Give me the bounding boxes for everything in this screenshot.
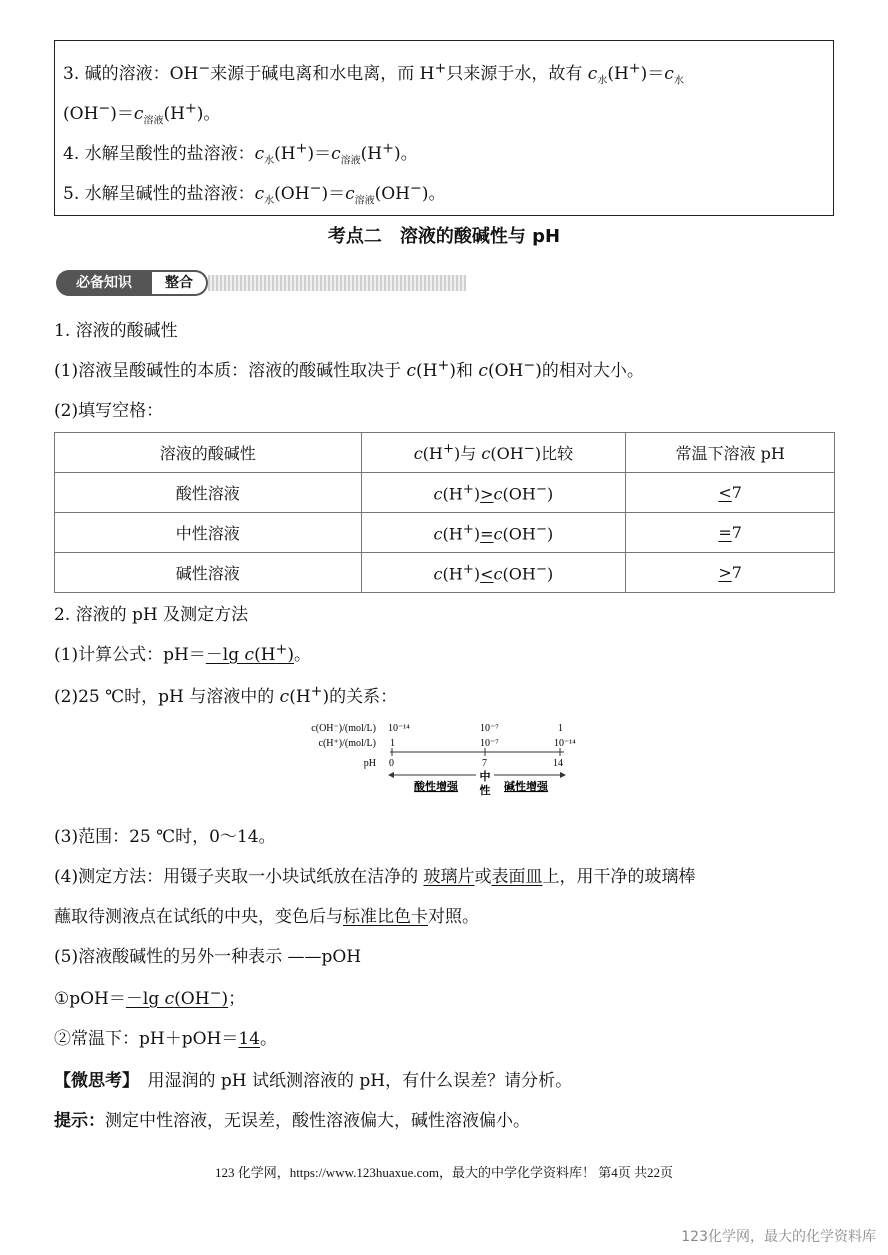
text: 测定中性溶液，无误差，酸性溶液偏大，碱性溶液偏小。 (105, 1111, 530, 1131)
text: (OH (63, 104, 99, 124)
text: (1)计算公式：pH＝ (54, 645, 206, 665)
text: 。 (260, 1029, 277, 1049)
label-ph: pH (363, 758, 376, 769)
ph-val: 7 (482, 758, 487, 769)
ph-val: 14 (553, 758, 563, 769)
text: ①pOH＝ (54, 989, 126, 1009)
s2-p5: (5)溶液酸碱性的另外一种表示 ——pOH (54, 947, 362, 967)
text: )＝ (307, 144, 332, 164)
answer-blank: < (480, 564, 494, 584)
text: 5. 水解呈碱性的盐溶液： (63, 184, 255, 204)
text: (OH (487, 361, 524, 381)
label-oh: c(OH⁻)/(mol/L) (311, 723, 376, 734)
text: )的关系： (322, 687, 398, 707)
text: －lg (125, 989, 165, 1009)
text: (2)25 ℃时，pH 与溶液中的 (54, 687, 280, 707)
row-compare: c(H+)<c(OH−) (361, 553, 626, 593)
page-footer: 123 化学网，https://www.123huaxue.com，最大的中学化学资料库！ 第4页 共22页 (214, 1165, 674, 1180)
sub: 水 (264, 195, 275, 207)
text: )的相对大小。 (535, 361, 644, 381)
text: (H (442, 524, 463, 544)
c-symbol: c (413, 444, 423, 463)
s1-p1 (54, 356, 644, 381)
text: (H (607, 64, 629, 84)
header-cell (361, 433, 626, 473)
c-symbol: c (164, 989, 175, 1009)
text: )＝ (640, 64, 665, 84)
text: 7 (731, 563, 742, 582)
s2-p6 (54, 984, 245, 1009)
s1-heading: 1. 溶液的酸碱性 (54, 321, 178, 341)
text: ②常温下：pH＋pOH＝ (54, 1029, 239, 1049)
text: 上，用干净的玻璃棒 (542, 867, 696, 887)
row-compare: c(H+)=c(OH−) (361, 513, 626, 553)
sup: − (535, 561, 547, 577)
text: (1)溶液呈酸碱性的本质：溶液的酸碱性取决于 (54, 361, 407, 381)
sup: + (462, 561, 474, 577)
sup: − (535, 521, 547, 537)
text: (H (289, 687, 311, 707)
text: 来源于碱电离和水电离，而 H (210, 64, 435, 84)
answer-blank: > (480, 484, 494, 504)
text: (OH (502, 564, 536, 584)
text: (H (360, 144, 383, 164)
text: 蘸取待测液点在试纸的中央，变色后与 (54, 907, 343, 927)
sup: − (309, 180, 322, 197)
sup: + (437, 357, 450, 374)
text: (OH (174, 989, 210, 1009)
sup: − (535, 481, 547, 497)
text: (OH (502, 484, 536, 504)
text: 或 (474, 867, 492, 887)
text: (H (274, 144, 296, 164)
text: 只来源于水，故有 (446, 64, 588, 84)
c-symbol: c (493, 564, 503, 584)
text: )与 (454, 444, 482, 463)
table-header-row (55, 433, 835, 473)
text: )和 (449, 361, 479, 381)
text: －lg (205, 645, 245, 665)
c-symbol: c (433, 524, 443, 544)
arrow-head (388, 772, 394, 778)
box-line-5 (63, 179, 446, 206)
table-row (55, 553, 835, 593)
text: )比较 (534, 444, 574, 463)
sub: 溶液 (354, 195, 375, 207)
text: (H (254, 645, 276, 665)
sub: 水 (264, 155, 275, 167)
text: (OH (490, 444, 524, 463)
box-line-3 (63, 59, 684, 86)
base-label: 碱性增强 (504, 781, 548, 793)
box-line-4 (63, 139, 418, 166)
answer-blank: 表面皿 (491, 867, 543, 887)
text: (OH (274, 184, 310, 204)
c-symbol: c (481, 444, 491, 463)
row-name: 酸性溶液 (55, 473, 362, 513)
text: )＝ (321, 184, 346, 204)
row-ph (626, 553, 835, 593)
h-val: 10⁻⁷ (480, 738, 499, 749)
c-symbol: c (254, 184, 265, 204)
s1-p2: (2)填写空格： (54, 401, 164, 421)
header-cell: 溶液的酸碱性 (55, 433, 362, 473)
watermark: 123化学网，最大的化学资料库 (681, 1229, 876, 1245)
c-symbol: c (493, 484, 503, 504)
text: 7 (731, 523, 742, 542)
sup: + (628, 60, 641, 77)
banner-right: 整合 (152, 270, 208, 296)
hint-label: 提示： (54, 1111, 105, 1131)
c-symbol: c (587, 64, 598, 84)
header-cell: 常温下溶液 pH (626, 433, 835, 473)
sub: 水 (673, 75, 684, 87)
sup: + (184, 100, 197, 117)
banner-left: 必备知识 (56, 270, 152, 296)
c-symbol: c (493, 524, 503, 544)
formula-blank (205, 641, 295, 665)
s2-p2 (54, 682, 397, 707)
table-row (55, 473, 835, 513)
text: (4)测定方法：用镊子夹取一小块试纸放在洁净的 (54, 867, 424, 887)
formula-blank (125, 985, 229, 1009)
text: 用湿润的 pH 试纸测溶液的 pH，有什么误差？请分析。 (130, 1071, 573, 1091)
c-symbol: c (331, 144, 341, 164)
c-symbol: c (433, 484, 443, 504)
text: (H (442, 484, 463, 504)
text: 3. 碱的溶液：OH (63, 64, 199, 84)
oh-val: 10⁻⁷ (480, 723, 499, 734)
c-symbol: c (279, 687, 290, 707)
c-symbol: c (345, 184, 355, 204)
answer-blank: = (718, 523, 732, 542)
c-symbol: c (244, 645, 255, 665)
banner-stripes (208, 275, 466, 291)
acid-label: 酸性增强 (414, 781, 458, 793)
oh-val: 1 (558, 723, 563, 734)
h-val: 1 (390, 738, 395, 749)
c-symbol: c (406, 361, 417, 381)
sup: + (310, 683, 323, 700)
sup: − (198, 60, 211, 77)
think-question (54, 1066, 572, 1091)
sub: 溶液 (143, 115, 164, 127)
c-symbol: c (133, 104, 144, 124)
s2-heading: 2. 溶液的 pH 及测定方法 (54, 605, 249, 625)
text: ； (228, 989, 246, 1009)
table-row (55, 513, 835, 553)
answer-blank: > (718, 563, 732, 582)
text: (H (422, 444, 443, 463)
text: (H (416, 361, 438, 381)
answer-blank: < (718, 483, 732, 502)
sup: + (462, 481, 474, 497)
previous-section-box (54, 40, 834, 216)
row-name: 中性溶液 (55, 513, 362, 553)
text: (H (163, 104, 185, 124)
text: ) (221, 989, 229, 1009)
sup: − (523, 357, 536, 374)
sub: 水 (597, 75, 608, 87)
row-ph (626, 513, 835, 553)
arrow-head (560, 772, 566, 778)
row-compare: c(H+)>c(OH−) (361, 473, 626, 513)
sup: + (295, 140, 308, 157)
sup: − (209, 985, 222, 1002)
text: (OH (502, 524, 536, 544)
sup: + (275, 641, 288, 658)
s2-p7 (54, 1024, 277, 1049)
text: )。 (421, 184, 446, 204)
text: 对照。 (428, 907, 479, 927)
text: (H (442, 564, 463, 584)
s2-p1 (54, 640, 311, 665)
acidity-table (54, 432, 835, 593)
box-line-3b (63, 99, 220, 126)
sup: + (462, 521, 474, 537)
s2-p4 (54, 862, 695, 887)
oh-val: 10⁻¹⁴ (388, 723, 410, 734)
c-symbol: c (664, 64, 674, 84)
s2-p4b (54, 902, 479, 927)
think-label: 【微思考】 (54, 1071, 131, 1091)
neutral-label-1: 中 (479, 771, 491, 783)
label-h: c(H⁺)/(mol/L) (318, 738, 376, 749)
sup: − (98, 100, 111, 117)
neutral-label-2: 性 (479, 785, 491, 797)
h-val: 10⁻¹⁴ (554, 738, 576, 749)
row-name: 碱性溶液 (55, 553, 362, 593)
row-ph (626, 473, 835, 513)
answer-blank: 玻璃片 (423, 867, 475, 887)
ph-val: 0 (389, 758, 394, 769)
c-symbol: c (478, 361, 488, 381)
s2-p3: (3)范围：25 ℃时，0～14。 (54, 827, 276, 847)
answer-blank: = (480, 524, 494, 544)
answer-blank: 标准比色卡 (343, 907, 428, 927)
sub: 溶液 (340, 155, 361, 167)
sup: + (442, 441, 455, 457)
text: )。 (394, 144, 418, 164)
text: 7 (731, 483, 742, 502)
text: )＝ (110, 104, 134, 124)
sup: − (410, 180, 422, 197)
text: ) (287, 645, 295, 665)
sup: + (382, 140, 395, 157)
sup: − (523, 441, 535, 457)
text: 。 (294, 645, 312, 665)
answer-blank: 14 (238, 1029, 260, 1049)
text: )。 (196, 104, 221, 124)
section-title: 考点二 溶液的酸碱性与 pH (327, 226, 561, 247)
sup: + (434, 60, 447, 77)
c-symbol: c (254, 144, 265, 164)
ph-scale-diagram (296, 718, 596, 808)
think-hint (54, 1106, 530, 1131)
text: 4. 水解呈酸性的盐溶液： (63, 144, 255, 164)
c-symbol: c (433, 564, 443, 584)
text: (OH (374, 184, 411, 204)
